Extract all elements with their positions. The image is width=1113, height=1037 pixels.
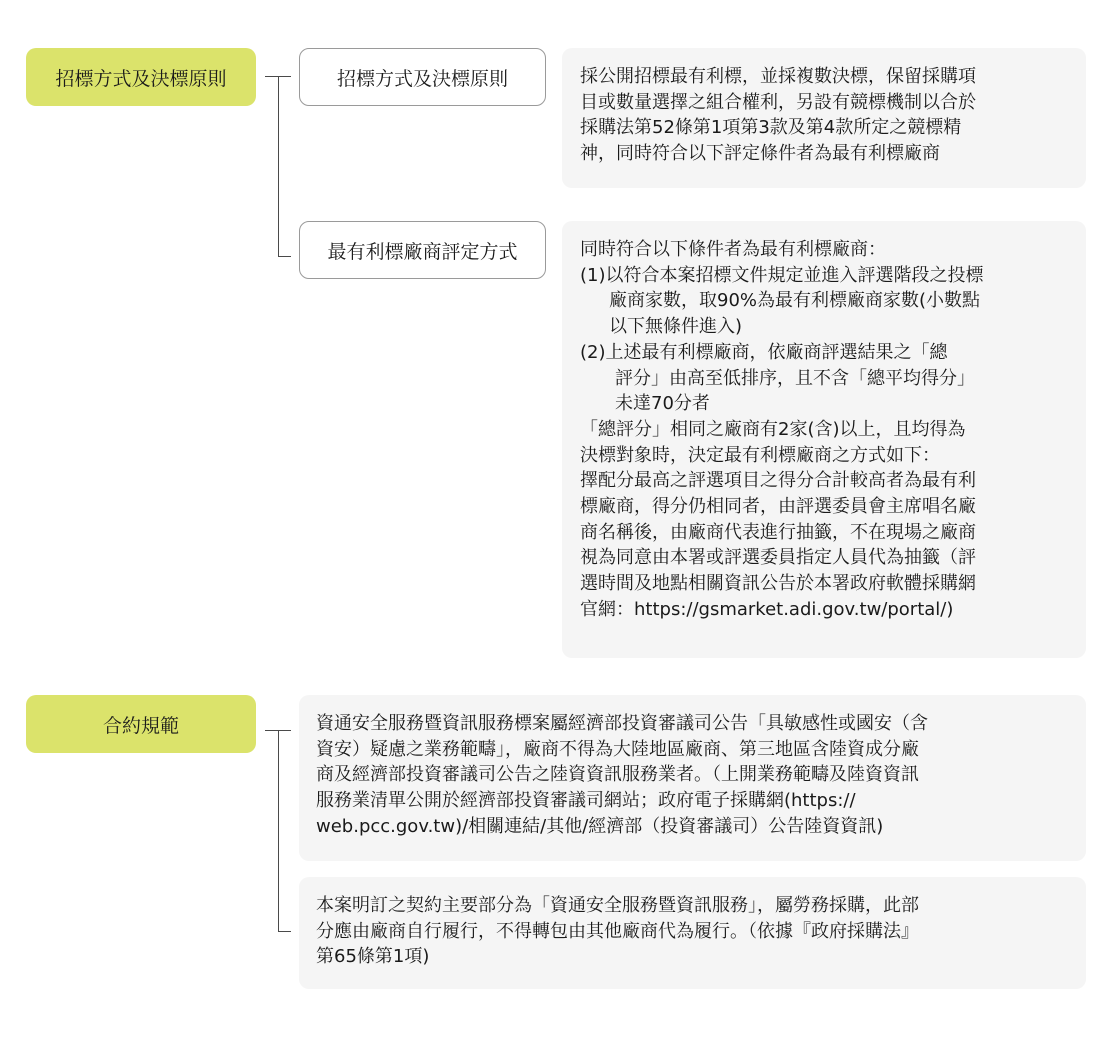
evaluation-tiebreak-text: 「總評分」相同之廠商有2家(含)以上，且均得為 決標對象時，決定最有利標廠商之方式如下： 擇配分最高之評選項目之得分合計較高者為最有利 標廠商，得分仍相同者，由評選委員會主席唱名廠 商名稱後，由廠商代表進行抽籤，不在現場之廠商 視為同意由本署或評選委員指定人員代為抽籤（評 選時間及地點相關資訊公告於本署政府軟體採購網 官網：https://gsmarket.adi.gov.tw/portal/) bbox=[580, 418, 976, 620]
branch-label-text: 招標方式及決標原則 bbox=[336, 67, 508, 90]
branch-label-text: 最有利標廠商評定方式 bbox=[327, 240, 518, 263]
evaluation-intro: 同時符合以下條件者為最有利標廠商： bbox=[580, 239, 886, 260]
connector bbox=[278, 931, 291, 932]
section-label-text: 招標方式及決標原則 bbox=[55, 67, 227, 90]
evaluation-item2-line1: (2)上述最有利標廠商，依廠商評選結果之「總 bbox=[580, 341, 948, 363]
connector bbox=[278, 76, 279, 256]
connector bbox=[278, 256, 291, 257]
evaluation-item2-line3: 未達70分者 bbox=[615, 393, 710, 415]
contract-subcontract-description: 本案明訂之契約主要部分為「資通安全服務暨資訊服務」，屬勞務採購，此部 分應由廠商自行履行，不得轉包由其他廠商代為履行。（依據『政府採購法』 第65條第1項) bbox=[299, 877, 1086, 989]
section-label-contract-terms bbox=[26, 695, 256, 753]
section-label-text: 合約規範 bbox=[102, 714, 179, 737]
tender-method-description: 採公開招標最有利標，並採複數決標，保留採購項 目或數量選擇之組合權利，另設有競標機制以合於 採購法第52條第1項第3款及第4款所定之競標精 神，同時符合以下評定條件者為最有利標廠商 bbox=[562, 48, 1086, 188]
connector bbox=[278, 730, 279, 931]
evaluation-method-description bbox=[562, 221, 1086, 658]
contract-restriction-description: 資通安全服務暨資訊服務標案屬經濟部投資審議司公告「具敏感性或國安（含 資安）疑慮之業務範疇」，廠商不得為大陸地區廠商、第三地區含陸資成分廠 商及經濟部投資審議司公告之陸資資訊服務業者。（上開業務範疇及陸資資訊 服務業清單公開於經濟部投資審議司網站；政府電子採購網(https:// web.pcc.gov.tw)/相關連結/其他/經濟部（投資審議司）公告陸資資訊) bbox=[299, 695, 1086, 861]
section-label-tender-method bbox=[26, 48, 256, 106]
evaluation-item1-line2: 廠商家數，取90%為最有利標廠商家數(小數點 bbox=[609, 290, 981, 312]
branch-label-tender-method bbox=[299, 48, 546, 106]
evaluation-item1-line1: (1)以符合本案招標文件規定並進入評選階段之投標 bbox=[580, 264, 984, 286]
evaluation-item2-line2: 評分」由高至低排序，且不含「總平均得分」 bbox=[615, 367, 975, 389]
evaluation-item1-line3: 以下無條件進入) bbox=[609, 316, 743, 338]
branch-label-evaluation-method bbox=[299, 221, 546, 279]
